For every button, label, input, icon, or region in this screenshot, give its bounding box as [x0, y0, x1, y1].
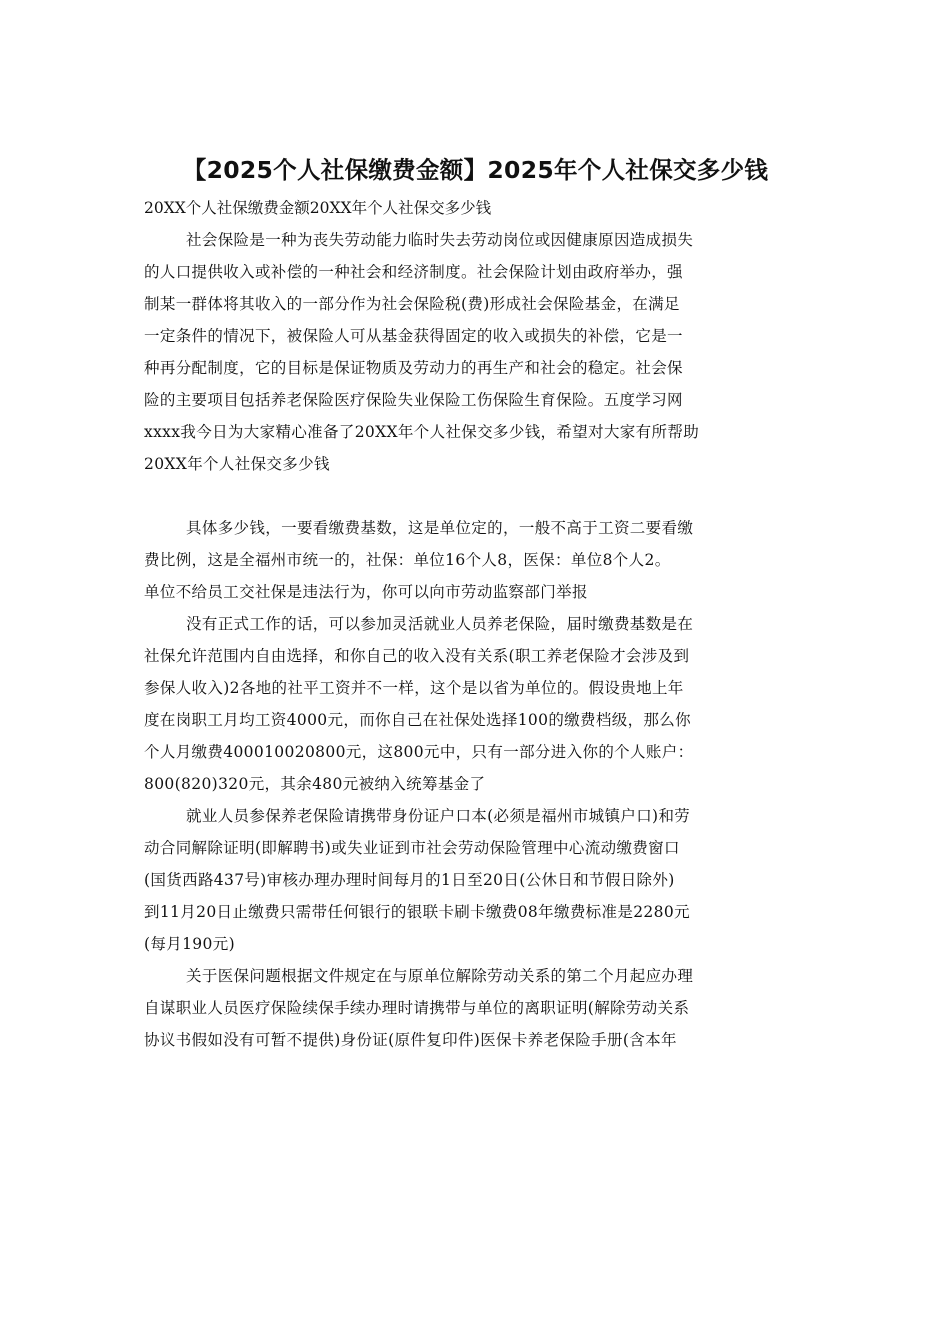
paragraph-line: xxxx我今日为大家精心准备了20XX年个人社保交多少钱，希望对大家有所帮助	[144, 423, 700, 441]
paragraph-line: 费比例，这是全福州市统一的，社保：单位16个人8，医保：单位8个人2。	[144, 551, 671, 569]
paragraph-contribution-base	[144, 512, 807, 608]
paragraph-line: 险的主要项目包括养老保险医疗保险失业保险工伤保险生育保险。五度学习网	[144, 391, 683, 409]
paragraph-line: 800(820)320元，其余480元被纳入统筹基金了	[144, 775, 486, 793]
paragraph-line: 一定条件的情况下，被保险人可从基金获得固定的收入或损失的补偿，它是一	[144, 327, 683, 345]
document-page	[144, 150, 807, 1056]
document-subtitle: 20XX个人社保缴费金额20XX年个人社保交多少钱	[144, 199, 492, 217]
paragraph-line: 就业人员参保养老保险请携带身份证户口本(必须是福州市城镇户口)和劳	[186, 807, 691, 825]
paragraph-pension-enrollment	[144, 800, 807, 960]
paragraph-line: 社保允许范围内自由选择，和你自己的收入没有关系(职工养老保险才会涉及到	[144, 647, 690, 665]
paragraph-line: 制某一群体将其收入的一部分作为社会保险税(费)形成社会保险基金，在满足	[144, 295, 680, 313]
paragraph-flexible-employment	[144, 608, 807, 800]
paragraph-line: 协议书假如没有可暂不提供)身份证(原件复印件)医保卡养老保险手册(含本年	[144, 1031, 677, 1049]
paragraph-line: 20XX年个人社保交多少钱	[144, 455, 330, 473]
paragraph-line: 的人口提供收入或补偿的一种社会和经济制度。社会保险计划由政府举办，强	[144, 263, 683, 281]
paragraph-line: 关于医保问题根据文件规定在与原单位解除劳动关系的第二个月起应办理	[186, 967, 694, 985]
paragraph-line: (每月190元)	[144, 935, 235, 953]
paragraph-social-insurance-definition	[144, 224, 807, 480]
paragraph-line: 没有正式工作的话，可以参加灵活就业人员养老保险，届时缴费基数是在	[186, 615, 694, 633]
paragraph-line: 参保人收入)2各地的社平工资并不一样，这个是以省为单位的。假设贵地上年	[144, 679, 684, 697]
paragraph-line: 到11月20日止缴费只需带任何银行的银联卡刷卡缴费08年缴费标准是2280元	[144, 903, 690, 921]
paragraph-line: 具体多少钱，一要看缴费基数，这是单位定的，一般不高于工资二要看缴	[186, 519, 694, 537]
paragraph-line: 动合同解除证明(即解聘书)或失业证到市社会劳动保险管理中心流动缴费窗口	[144, 839, 680, 857]
paragraph-line: 度在岗职工月均工资4000元，而你自己在社保处选择100的缴费档级，那么你	[144, 711, 691, 729]
document-title: 【2025个人社保缴费金额】2025年个人社保交多少钱	[182, 156, 769, 184]
paragraph-line: 单位不给员工交社保是违法行为，你可以向市劳动监察部门举报	[144, 583, 588, 601]
paragraph-line: 社会保险是一种为丧失劳动能力临时失去劳动岗位或因健康原因造成损失	[186, 231, 694, 249]
paragraph-line: (国货西路437号)审核办理办理时间每月的1日至20日(公休日和节假日除外)	[144, 871, 675, 889]
paragraph-line: 种再分配制度，它的目标是保证物质及劳动力的再生产和社会的稳定。社会保	[144, 359, 683, 377]
paragraph-line: 自谋职业人员医疗保险续保手续办理时请携带与单位的离职证明(解除劳动关系	[144, 999, 690, 1017]
paragraph-medical-insurance	[144, 960, 807, 1056]
paragraph-line: 个人月缴费400010020800元，这800元中，只有一部分进入你的个人账户：	[144, 743, 694, 761]
blank-line	[144, 480, 807, 512]
